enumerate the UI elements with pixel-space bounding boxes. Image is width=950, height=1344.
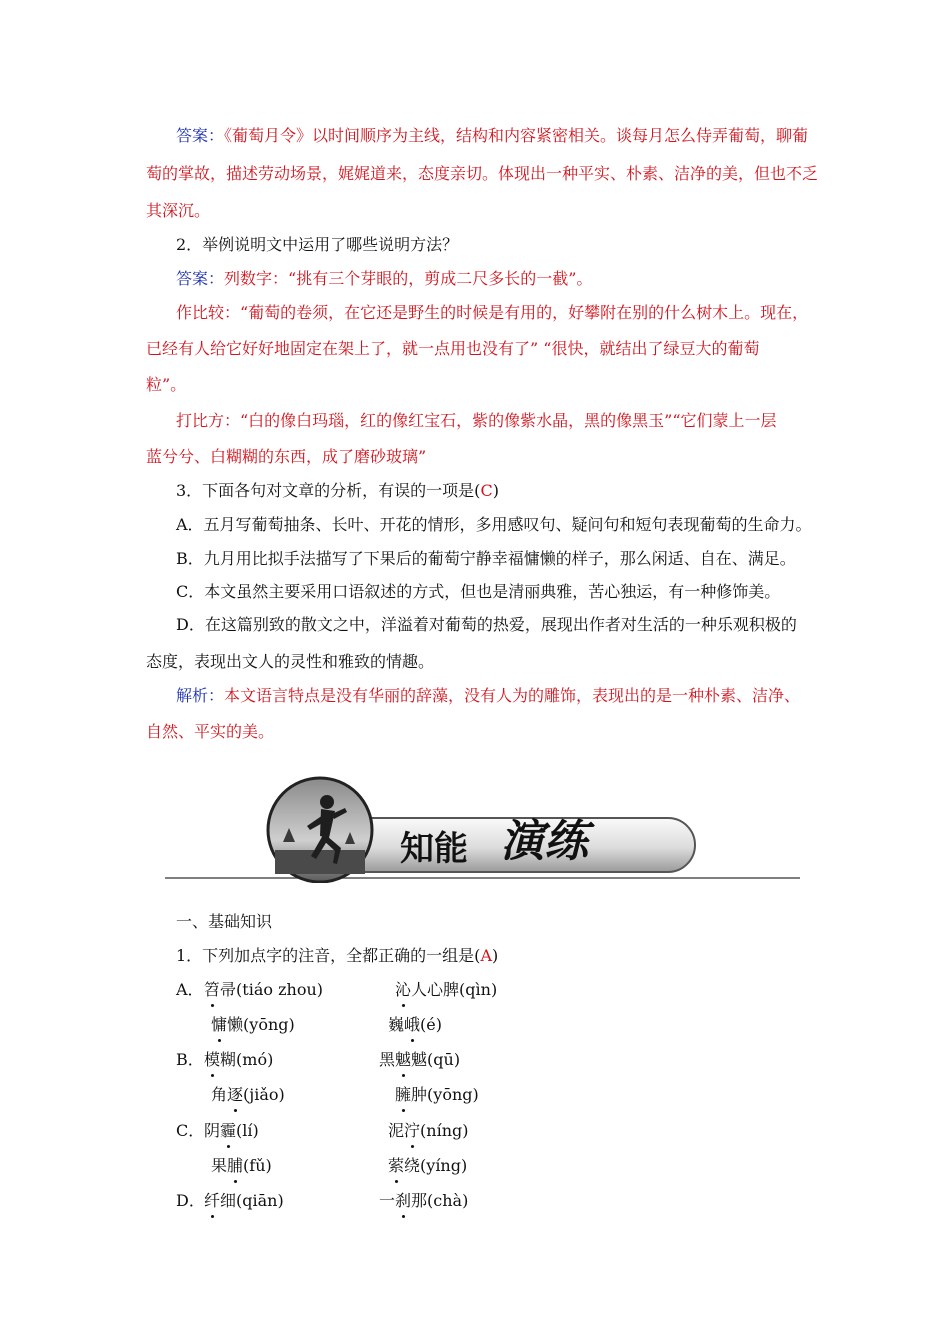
word-rest: 绕 xyxy=(404,1156,421,1175)
option-a: A．五月写葡萄抽条、长叶、开花的情形，多用感叹句、疑问句和短句表现葡萄的生命力。 xyxy=(176,515,812,534)
dotted-char: 纤 xyxy=(204,1191,221,1210)
pinyin: (chà) xyxy=(427,1191,469,1210)
answer2-line4: 粒”。 xyxy=(146,375,187,394)
pinyin: (jiǎo) xyxy=(243,1085,285,1104)
answer1-line2: 萄的掌故，描述劳动场景，娓娓道来，态度亲切。体现出一种平实、朴素、洁净的美，但也不乏 xyxy=(146,164,819,183)
word-pre: 一 xyxy=(379,1191,396,1210)
dotted-char: 臃 xyxy=(395,1085,412,1104)
option-c-word-1 xyxy=(204,1120,259,1142)
question-3-close: ) xyxy=(492,481,499,500)
pinyin: (yíng) xyxy=(420,1156,468,1175)
dotted-char: 模 xyxy=(204,1050,221,1069)
word-rest: 肿 xyxy=(411,1085,428,1104)
problem-1-stem: 1．下列加点字的注音，全都正确的一组是( xyxy=(176,946,481,965)
option-d-letter: D． xyxy=(176,1191,205,1210)
option-b: B．九月用比拟手法描写了下果后的葡萄宁静幸福慵懒的样子，那么闲适、自在、满足。 xyxy=(176,549,796,568)
pinyin: (fǔ) xyxy=(243,1156,272,1175)
answer2-line1 xyxy=(176,268,592,290)
dotted-char: 逐 xyxy=(227,1085,244,1104)
word-rest: 糊 xyxy=(220,1050,237,1069)
section-title: 一、基础知识 xyxy=(176,912,273,931)
question-3-stem: 3．下面各句对文章的分析，有误的一项是( xyxy=(176,481,481,500)
dotted-char: 刹 xyxy=(395,1191,412,1210)
question-3-answer: C xyxy=(480,481,493,500)
dotted-char: 霾 xyxy=(220,1121,237,1140)
answer2-line3: 已经有人给它好好地固定在架上了，就一点用也没有了” “很快，就结出了绿豆大的葡萄 xyxy=(146,339,760,358)
answer1-line1 xyxy=(176,125,808,147)
pinyin: (qū) xyxy=(427,1050,461,1069)
word-rest: 魆 xyxy=(411,1050,428,1069)
dotted-char: 萦 xyxy=(388,1156,405,1175)
answer-label: 答案： xyxy=(176,269,225,288)
answer-label: 答案： xyxy=(176,126,225,145)
dotted-char: 脯 xyxy=(227,1156,244,1175)
pinyin: (lí) xyxy=(236,1121,259,1140)
word-rest: 那 xyxy=(411,1191,428,1210)
option-c-letter: C． xyxy=(176,1121,205,1140)
analysis-label: 解析： xyxy=(176,686,225,705)
option-b-word-2 xyxy=(379,1049,460,1071)
analysis-line2: 自然、平实的美。 xyxy=(146,722,275,741)
answer1-line3: 其深沉。 xyxy=(146,201,211,220)
pinyin: (é) xyxy=(420,1015,442,1034)
option-b-word-4 xyxy=(395,1084,479,1106)
word-pre: 巍 xyxy=(388,1015,405,1034)
pinyin: (qìn) xyxy=(459,980,498,999)
answer2-line6: 蓝兮兮、白糊糊的东西，成了磨砂玻璃” xyxy=(146,447,427,466)
banner-text-1: 知能 xyxy=(400,829,468,869)
option-b-letter: B． xyxy=(176,1050,204,1069)
section-banner xyxy=(165,768,800,883)
pinyin: (níng) xyxy=(420,1121,469,1140)
word-rest: 人心脾 xyxy=(411,980,460,999)
option-c: C．本文虽然主要采用口语叙述的方式，但也是清丽典雅，苦心独运，有一种修饰美。 xyxy=(176,582,781,601)
pinyin: (mó) xyxy=(236,1050,274,1069)
answer2-line2: 作比较：“葡萄的卷须，在它还是野生的时候是有用的，好攀附在别的什么树木上。现在， xyxy=(176,303,809,322)
analysis-line1 xyxy=(176,685,800,707)
option-d-line2: 态度，表现出文人的灵性和雅致的情趣。 xyxy=(146,652,435,671)
option-b-word-3 xyxy=(211,1084,285,1106)
option-d-word-1 xyxy=(204,1190,284,1212)
dotted-char: 泞 xyxy=(404,1121,421,1140)
question-2: 2．举例说明文中运用了哪些说明方法？ xyxy=(176,235,459,254)
banner-text-2: 演练 xyxy=(500,816,588,867)
option-d-line1: D．在这篇别致的散文之中，洋溢着对葡萄的热爱，展现出作者对生活的一种乐观积极的 xyxy=(176,615,797,634)
option-a-word-3 xyxy=(211,1014,295,1036)
dotted-char: 笤 xyxy=(204,980,221,999)
analysis-text: 本文语言特点是没有华丽的辞藻，没有人为的雕饰，表现出的是一种朴素、洁净、 xyxy=(224,686,801,705)
option-b-word-1 xyxy=(204,1049,273,1071)
question-3 xyxy=(176,480,499,502)
word-pre: 阴 xyxy=(204,1121,221,1140)
word-rest: 懒 xyxy=(227,1015,244,1034)
pinyin: (yōng) xyxy=(427,1085,479,1104)
option-a-word-2 xyxy=(395,979,497,1001)
word-rest: 细 xyxy=(220,1191,237,1210)
option-d-word-2 xyxy=(379,1190,468,1212)
option-a-letter: A． xyxy=(176,980,204,999)
dotted-char: 峨 xyxy=(404,1015,421,1034)
problem-1-answer: A xyxy=(480,946,492,965)
option-a-word-1 xyxy=(204,979,323,1001)
dotted-char: 沁 xyxy=(395,980,412,999)
pinyin: (yōng) xyxy=(243,1015,295,1034)
word-pre: 黑 xyxy=(379,1050,396,1069)
problem-1 xyxy=(176,945,498,967)
word-pre: 泥 xyxy=(388,1121,405,1140)
pinyin: (tiáo zhou) xyxy=(236,980,323,999)
dotted-char: 慵 xyxy=(211,1015,228,1034)
dotted-char: 魆 xyxy=(395,1050,412,1069)
pinyin: (qiān) xyxy=(236,1191,284,1210)
problem-1-close: ) xyxy=(492,946,499,965)
option-c-word-4 xyxy=(388,1155,467,1177)
word-pre: 角 xyxy=(211,1085,228,1104)
answer-text: 列数字：“挑有三个芽眼的，剪成二尺多长的一截”。 xyxy=(224,269,593,288)
word-rest: 帚 xyxy=(220,980,237,999)
option-c-word-2 xyxy=(388,1120,468,1142)
option-a-word-4 xyxy=(388,1014,442,1036)
banner-graphic xyxy=(165,768,800,883)
word-pre: 果 xyxy=(211,1156,228,1175)
answer2-line5: 打比方：“白的像白玛瑙，红的像红宝石，紫的像紫水晶，黑的像黑玉”“它们蒙上一层 xyxy=(176,411,777,430)
answer-text: 《葡萄月令》以时间顺序为主线，结构和内容紧密相关。谈每月怎么侍弄葡萄，聊葡 xyxy=(224,126,809,145)
option-c-word-3 xyxy=(211,1155,272,1177)
